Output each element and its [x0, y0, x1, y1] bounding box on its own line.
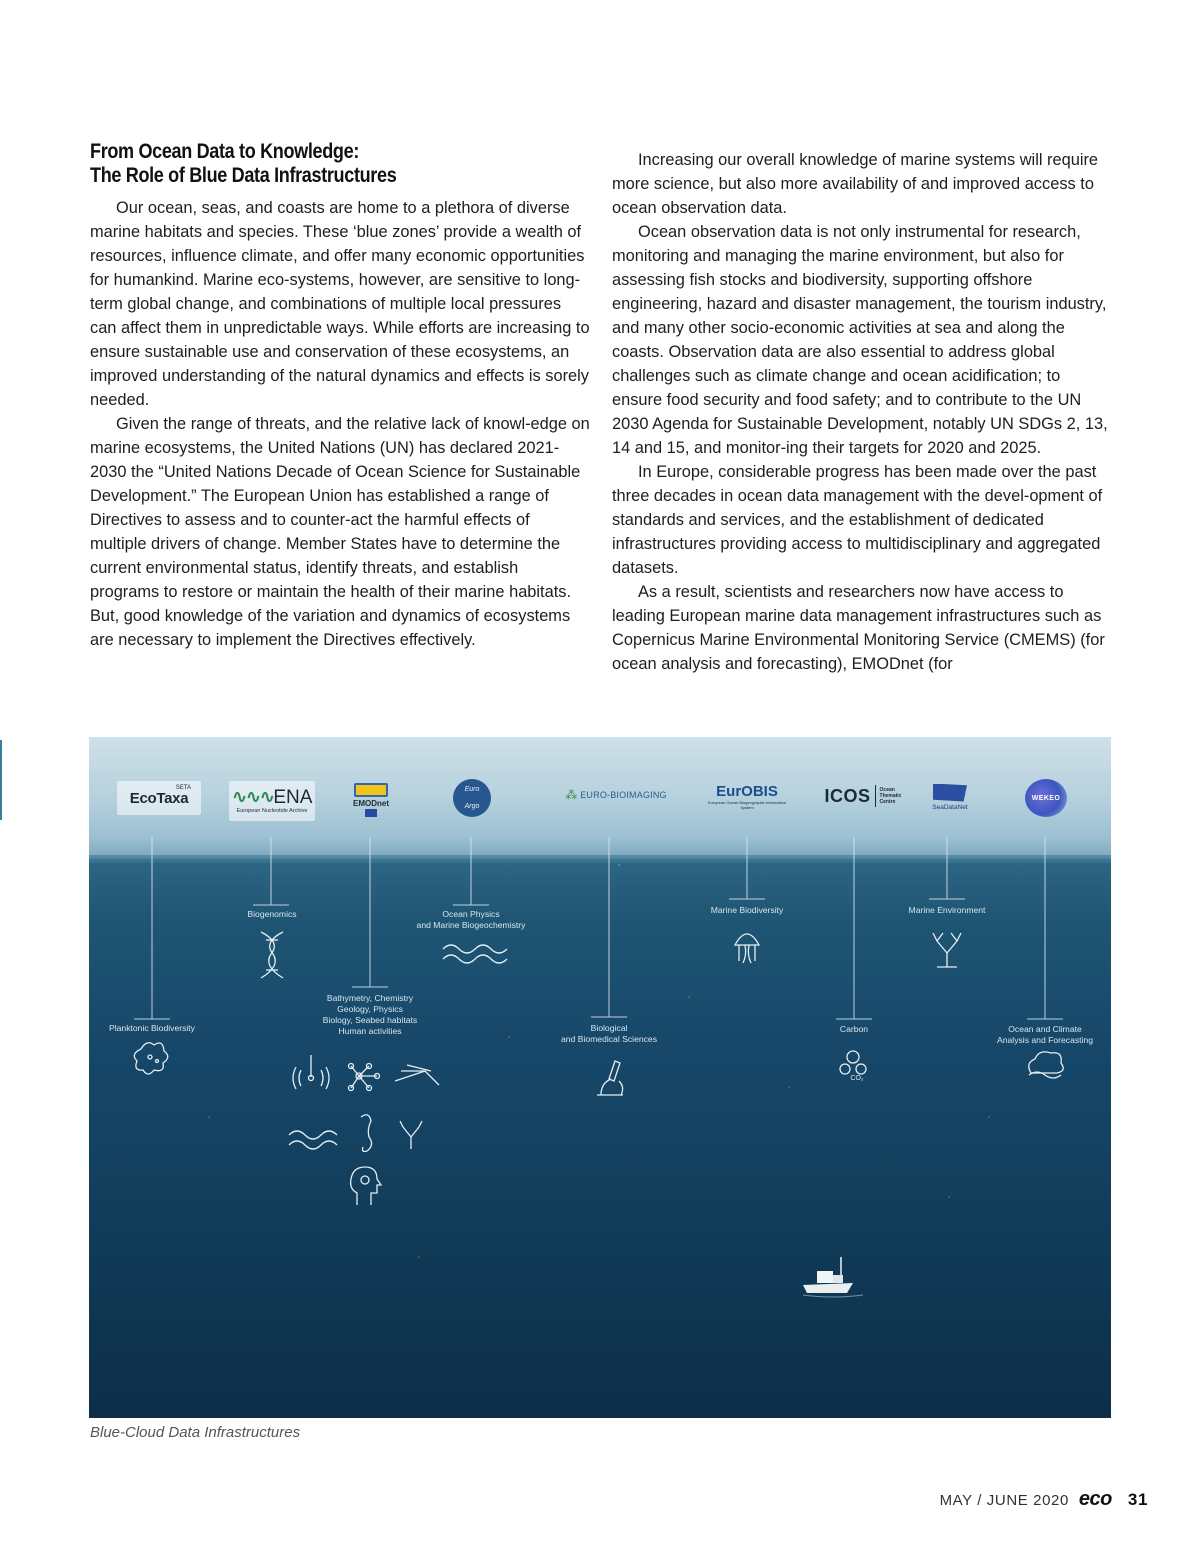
- label-bathymetry-line-1: Bathymetry, Chemistry: [326, 993, 414, 1003]
- label-marine-biodiversity: Marine Biodiversity: [710, 905, 784, 915]
- connector-lines: [134, 837, 1063, 1019]
- seahorse-icon: [361, 1115, 372, 1152]
- left-paragraph-2: Given the range of threats, and the relative lack of knowl-edge on marine ecosystems, the United Nations (UN) has declared 2021-2030 the “United Nations Decade of Ocean Science for Sustainable Development.” The European Union has established a range of Directives to assess and to counter-act the harmful effects of multiple drivers of change. Member States have to determine the current environmental status, identify threats, and establish programs to restore or maintain the health of their marine habitats. But, good knowledge of the variation and dynamics of ecosystems are necessary to implement the Directives effectively.: [90, 415, 590, 649]
- human-head-icon: [351, 1167, 381, 1205]
- left-column: [90, 140, 590, 652]
- euro-bioimaging-logo: [553, 785, 679, 805]
- label-bathymetry-group: [323, 993, 417, 1037]
- molecule-icon: [349, 1064, 380, 1091]
- eu-flag-icon: [365, 809, 377, 817]
- icos-logo-text: ICOS: [824, 785, 871, 806]
- heading-line-2: The Role of Blue Data Infrastructures: [90, 164, 397, 187]
- eurobis-logo-text: EurOBIS: [716, 783, 778, 800]
- label-planktonic-biodiversity: Planktonic Biodiversity: [109, 1023, 195, 1033]
- ena-logo-text: ENA: [273, 787, 313, 808]
- icos-subtitle-line-2: Thematic: [879, 793, 902, 799]
- label-ocean-physics-line-2: and Marine Biogeochemistry: [416, 920, 526, 930]
- label-marine-environment: Marine Environment: [908, 905, 986, 915]
- label-bathymetry-line-4: Human activities: [338, 1026, 402, 1036]
- label-ocean-physics-line-1: Ocean Physics: [442, 909, 500, 919]
- seadatanet-logo-text: SeaDataNet: [932, 803, 968, 811]
- eurobis-logo: [705, 781, 789, 813]
- waves-icon-bathymetry: [289, 1131, 337, 1149]
- ena-logo: [229, 781, 315, 821]
- icos-logo: [823, 783, 903, 809]
- side-accent-rule: [0, 740, 2, 820]
- right-paragraph-1: Increasing our overall knowledge of marine systems will require more science, but also more availability of and improved access to ocean observation data.: [612, 151, 1099, 217]
- euro-argo-logo-bottom: Argo: [464, 803, 480, 810]
- right-paragraph-3: In Europe, considerable progress has been made over the past three decades in ocean data management with the devel-opment of standards and services, and the establishment of dedicated infrastructures providing access to multidisciplinary and aggregated datasets.: [612, 463, 1103, 577]
- magazine-brand: eco: [1078, 1488, 1112, 1510]
- page-footer: [940, 1488, 1148, 1511]
- right-column: [612, 148, 1112, 676]
- plankton-icon: [134, 1043, 167, 1074]
- icos-divider: [875, 785, 876, 807]
- theme-icons: [134, 932, 1063, 1205]
- infrastructure-figure: [89, 737, 1111, 1418]
- euro-bioimaging-dots-icon: ⁂: [565, 788, 578, 802]
- page-number: 31: [1127, 1490, 1148, 1509]
- dna-icon: [261, 932, 283, 978]
- ecotaxa-logo: [117, 781, 201, 815]
- label-biogenomics: Biogenomics: [247, 909, 297, 919]
- label-ocean-climate: [997, 1024, 1093, 1046]
- left-paragraph-1: Our ocean, seas, and coasts are home to a plethora of diverse marine habitats and species. These ‘blue zones’ provide a wealth of resources, influence climate, and offer many economic opportunities for humankind. Marine eco-systems, however, are sensitive to long-term global change, and combinations of multiple local pressures can affect them in unpredictable ways. While efforts are increasing to ensure sustainable use and conservation of these ecosystems, an improved understanding of the natural dynamics and effects is sorely needed.: [90, 199, 590, 409]
- icos-subtitle-line-3: Centre: [879, 799, 896, 805]
- euro-argo-logo-top: Euro: [464, 786, 480, 793]
- label-ocean-climate-line-1: Ocean and Climate: [1008, 1024, 1082, 1034]
- ena-wave-icon: ∿∿∿: [231, 787, 274, 808]
- wekeo-logo-text: WEKEO: [1031, 794, 1061, 802]
- wekeo-logo: [1025, 779, 1067, 817]
- heading-line-1: From Ocean Data to Knowledge:: [90, 140, 359, 163]
- boat-illustration: [803, 1257, 863, 1297]
- label-bathymetry-line-3: Biology, Seabed habitats: [322, 1015, 418, 1025]
- euro-argo-logo: [453, 779, 491, 817]
- label-biological-line-2: and Biomedical Sciences: [560, 1034, 658, 1044]
- label-ocean-climate-line-2: Analysis and Forecasting: [996, 1035, 1094, 1045]
- coral-icon-environment: [933, 933, 961, 967]
- seadatanet-logo: [919, 781, 981, 813]
- ecotaxa-logo-sup: SETA: [175, 785, 191, 791]
- emodnet-logo-text: EMODnet: [353, 799, 389, 808]
- icos-subtitle: [880, 787, 902, 805]
- euro-bioimaging-logo-text: EURO-BIOIMAGING: [580, 790, 667, 800]
- seadatanet-emblem-icon: [933, 784, 967, 802]
- waves-icon-physics: [443, 945, 507, 963]
- label-carbon: Carbon: [839, 1024, 869, 1034]
- microscope-icon: [597, 1061, 623, 1095]
- seabed-icon: [395, 1065, 439, 1085]
- co2-icon: [840, 1051, 866, 1074]
- right-paragraph-4: As a result, scientists and researchers now have access to leading European marine data management infrastructures such as Copernicus Marine Environmental Monitoring Service (CMEMS) (for ocean analysis and forecasting), EMODnet (for: [612, 583, 1105, 673]
- emodnet-emblem-icon: [354, 783, 388, 797]
- emodnet-logo: [351, 777, 391, 823]
- label-biological-line-1: Biological: [590, 1023, 628, 1033]
- icos-subtitle-line-1: Ocean: [879, 787, 895, 793]
- sea-sparkles: [208, 864, 990, 1258]
- label-co2: CO₂: [850, 1075, 864, 1082]
- jellyfish-icon: [735, 934, 759, 963]
- sensor-icon: [293, 1055, 329, 1089]
- figure-graphics: [89, 737, 1111, 1418]
- cloud-waves-icon: [1029, 1052, 1064, 1078]
- ecotaxa-logo-text: EcoTaxa: [129, 789, 189, 807]
- horizon-line: [89, 855, 1111, 863]
- coral-icon-bathymetry: [400, 1121, 422, 1149]
- figure-caption: Blue-Cloud Data Infrastructures: [90, 1424, 301, 1441]
- eurobis-logo-subtext: European Ocean Biogeographic Information System: [707, 800, 787, 810]
- issue-date: MAY / JUNE 2020: [939, 1492, 1069, 1509]
- label-biological-sciences: [561, 1023, 657, 1045]
- label-bathymetry-line-2: Geology, Physics: [337, 1004, 403, 1014]
- article-heading: [90, 140, 589, 188]
- right-paragraph-2: Ocean observation data is not only instrumental for research, monitoring and managing the marine environment, but also for assessing fish stocks and biodiversity, supporting offshore engineering, hazard and disaster management, the tourism industry, and many other socio-economic activities at sea and along the coasts. Observation data are also essential to address global challenges such as climate change and ocean acidification; to ensure food security and food safety; and to contribute to the UN 2030 Agenda for Sustainable Development, notably UN SDGs 2, 13, 14 and 15, and monitor-ing their targets for 2020 and 2025.: [612, 223, 1108, 457]
- label-ocean-physics: [417, 909, 526, 931]
- ena-logo-subtext: European Nucleotide Archive: [236, 808, 308, 814]
